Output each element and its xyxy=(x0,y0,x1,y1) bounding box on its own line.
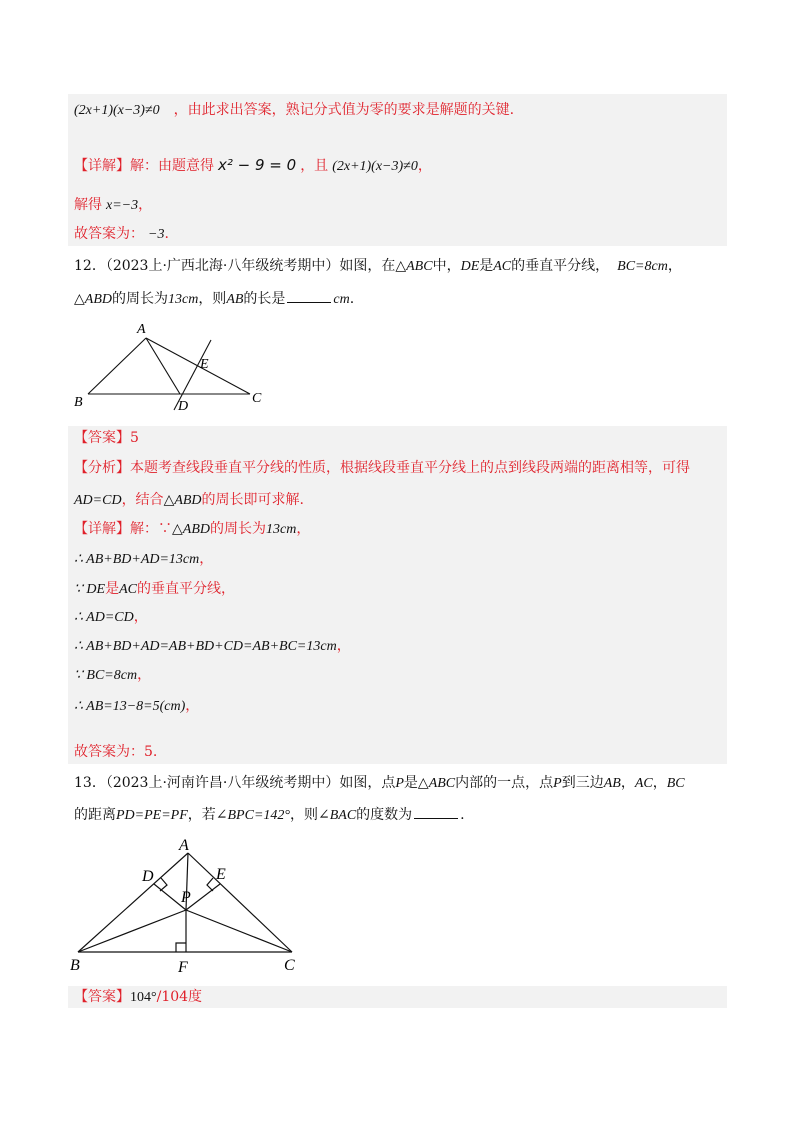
analysis-text: ，结合 xyxy=(121,492,164,508)
right-angle-f xyxy=(176,943,186,952)
segment-ab-line xyxy=(88,338,146,394)
segment-de: ∵ DE xyxy=(74,582,106,597)
triangle-abc: △ABC xyxy=(395,259,433,274)
question-source: （2023上·广西北海·八年级统考期中）如图，在 xyxy=(105,258,396,274)
solve-text: 解得 xyxy=(74,197,102,213)
q13-text: 到三边 xyxy=(561,775,604,791)
analysis-text: 本题考查线段垂直平分线的性质，根据线段垂直平分线上的点到线段两端的距离相等，可得 xyxy=(130,460,690,476)
analysis-tag: 【分析】 xyxy=(74,460,130,476)
label-e: E xyxy=(216,866,226,883)
question-12-line-2 xyxy=(74,288,354,310)
step-text: 的垂直平分线， xyxy=(136,581,235,597)
detail-end: ， xyxy=(417,158,432,174)
label-d: D xyxy=(142,868,154,885)
q13-text: ，则 xyxy=(289,807,318,823)
q12-text: ， xyxy=(667,258,682,274)
segment-cp-line xyxy=(186,910,292,952)
answer-value: 5 xyxy=(130,430,139,446)
q13-text: ， xyxy=(652,775,667,791)
q12-text: 中， xyxy=(432,258,461,274)
bc-length: BC=8cm xyxy=(617,259,668,274)
side-bc: BC xyxy=(666,776,685,791)
final-answer-12 xyxy=(74,742,157,762)
point-p: P xyxy=(553,776,562,791)
label-a: A xyxy=(179,837,189,854)
segment-pe-line xyxy=(186,884,220,910)
detail-end: ， xyxy=(296,521,311,537)
label-b: B xyxy=(70,957,80,974)
condition-expression: (2x+1)(x−3)≠0 xyxy=(74,103,160,118)
figure-q12 xyxy=(70,318,270,418)
triangle-abd: △ABD xyxy=(74,292,112,307)
question-number: 12． xyxy=(74,258,106,274)
analysis-continued-line xyxy=(74,100,514,121)
segment-ad-line xyxy=(146,338,180,394)
perimeter-value: 13cm xyxy=(167,292,199,307)
step-end: ， xyxy=(185,698,200,714)
answer-tag: 【答案】 xyxy=(74,989,130,1005)
q12-text: 的周长为 xyxy=(111,291,168,307)
unit-cm: cm xyxy=(333,292,350,307)
label-c: C xyxy=(284,957,295,974)
question-number: 13． xyxy=(74,775,106,791)
detail-text: 解：∵ xyxy=(130,521,172,537)
distance-equation: PD=PE=PF xyxy=(116,808,188,823)
step-equation: ∴ AD=CD xyxy=(74,610,134,625)
detail-text: 的周长为 xyxy=(209,521,266,537)
detail-line-11 xyxy=(74,155,432,177)
q12-text: 的长是 xyxy=(243,291,286,307)
segment-bp-line xyxy=(78,910,186,952)
label-c: C xyxy=(252,391,262,406)
label-p: P xyxy=(181,889,191,906)
side-ab: AB xyxy=(603,776,621,791)
answer-line-13 xyxy=(74,987,202,1008)
detail-line-12-5 xyxy=(74,636,351,657)
label-a: A xyxy=(137,322,146,337)
detail-text-and: ，且 xyxy=(300,158,329,174)
right-angle-e xyxy=(207,878,213,891)
step-equation: ∴ AB+BD+AD=13cm xyxy=(74,552,200,567)
answer-text: 故答案为： xyxy=(74,226,144,242)
detail-line-12-1 xyxy=(74,519,310,540)
q12-text: . xyxy=(349,291,355,307)
detail-line-12-7 xyxy=(74,696,199,717)
question-13-line-2 xyxy=(74,804,465,826)
q13-text: 内部的一点，点 xyxy=(455,775,554,791)
q13-text: ， xyxy=(620,775,635,791)
question-13-line-1 xyxy=(74,773,685,794)
figure-q13 xyxy=(66,832,316,980)
label-d: D xyxy=(178,399,189,414)
detail-condition: (2x+1)(x−3)≠0 xyxy=(332,159,418,174)
label-e: E xyxy=(200,357,209,372)
q13-text: 的距离 xyxy=(74,807,116,823)
analysis-line-12b xyxy=(74,490,304,511)
triangle-abd: △ABD xyxy=(163,493,202,508)
segment-ac: AC xyxy=(493,259,512,274)
step-equation: ∵ BC=8cm xyxy=(74,668,138,683)
detail-line-12-3 xyxy=(74,579,235,600)
step-end: ， xyxy=(137,667,152,683)
question-source: （2023上·河南许昌·八年级统考期中）如图，点 xyxy=(105,775,396,791)
step-text: 是 xyxy=(105,581,120,597)
side-ab-line xyxy=(78,853,188,952)
question-12-line-1 xyxy=(74,256,682,277)
answer-value: −3 xyxy=(148,227,165,242)
step-equation: ∴ AB=13−8=5(cm) xyxy=(74,699,186,714)
solve-value: x=−3 xyxy=(106,198,139,213)
analysis-text: 的周长即可求解. xyxy=(201,492,304,508)
segment-ab: AB xyxy=(226,292,244,307)
q13-text: 的度数为 xyxy=(356,807,413,823)
answer-value: 104° xyxy=(130,990,157,1005)
detail-text: 解：由题意得 xyxy=(130,158,214,174)
detail-tag: 【详解】 xyxy=(74,158,130,174)
side-ac: AC xyxy=(634,776,653,791)
solve-line-11 xyxy=(74,195,152,216)
answer-end: . xyxy=(164,226,169,242)
segment-ac: AC xyxy=(119,582,137,597)
detail-line-12-2 xyxy=(74,549,213,570)
answer-blank xyxy=(414,804,458,819)
solve-end: ， xyxy=(138,197,153,213)
answer-line-12 xyxy=(74,428,139,448)
step-end: ， xyxy=(336,638,351,654)
detail-tag: 【详解】 xyxy=(74,521,130,537)
label-b: B xyxy=(74,395,83,410)
perimeter-value: 13cm xyxy=(265,522,297,537)
step-end: ， xyxy=(199,551,214,567)
answer-line-11 xyxy=(74,224,169,245)
triangle-abd: △ABD xyxy=(172,522,210,537)
final-answer-text: 故答案为：5. xyxy=(74,744,158,760)
q13-text: 是 xyxy=(403,775,418,791)
detail-line-12-6 xyxy=(74,665,151,686)
answer-alt: /104度 xyxy=(156,989,203,1005)
q12-text: ，则 xyxy=(198,291,227,307)
triangle-abc: △ABC xyxy=(417,776,456,791)
q12-text: 是 xyxy=(479,258,494,274)
segment-de: DE xyxy=(460,259,480,274)
point-p: P xyxy=(395,776,404,791)
step-equation: ∴ AB+BD+AD=AB+BD+CD=AB+BC=13cm xyxy=(74,639,337,654)
angle-bpc: ∠BPC=142° xyxy=(215,808,290,823)
segment-ac-line xyxy=(146,338,250,394)
detail-line-12-4 xyxy=(74,607,148,628)
angle-bac: ∠BAC xyxy=(317,808,357,823)
q12-text: 的垂直平分线， xyxy=(511,258,610,274)
answer-tag: 【答案】 xyxy=(74,430,130,446)
label-f: F xyxy=(178,959,188,976)
ad-equals-cd: AD=CD xyxy=(74,493,122,508)
side-ac-line xyxy=(188,853,292,952)
detail-equation: x² − 9 = 0 xyxy=(218,156,297,174)
answer-blank xyxy=(287,288,331,303)
analysis-line-12a xyxy=(74,458,690,478)
analysis-text: ，由此求出答案，熟记分式值为零的要求是解题的关键. xyxy=(173,102,515,118)
q13-text: . xyxy=(460,807,465,823)
q13-text: ，若 xyxy=(187,807,216,823)
step-end: ， xyxy=(133,609,148,625)
